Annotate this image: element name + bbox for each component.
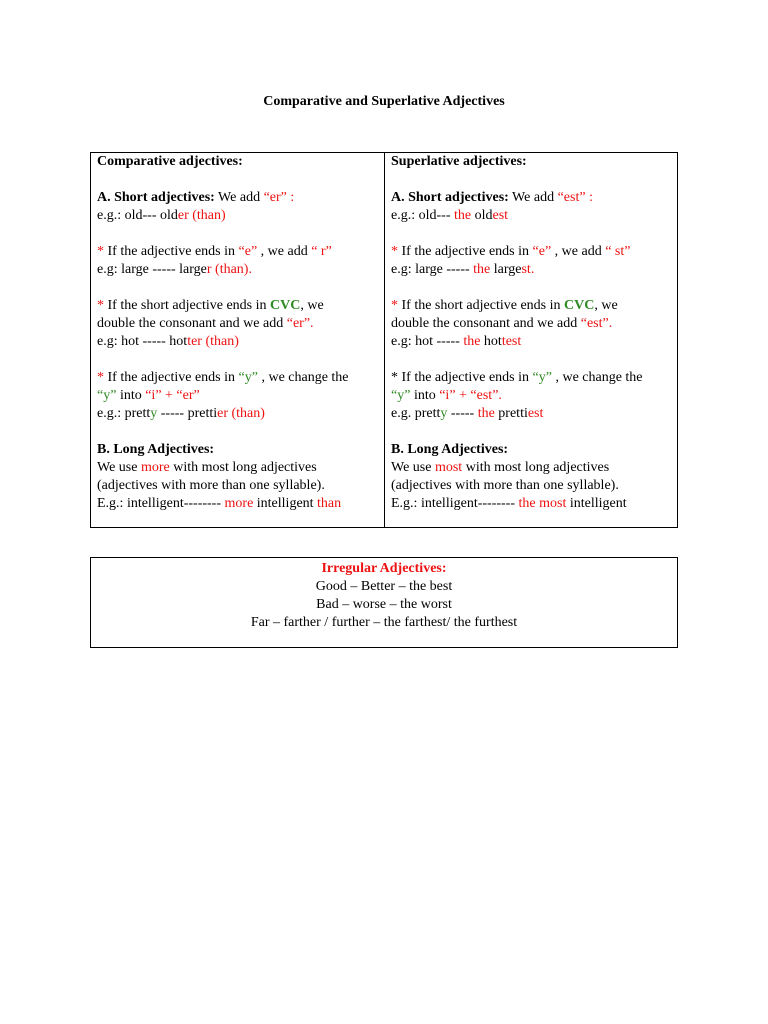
superlative-long-note: (adjectives with more than one syllable). — [391, 478, 619, 493]
comparative-rule-y-2: “y” into “i” + “er” — [97, 388, 200, 403]
comparative-example-4: e.g.: pretty ----- prettier (than) — [97, 406, 265, 421]
comparative-heading: Comparative adjectives: — [97, 154, 243, 169]
superlative-column — [385, 153, 677, 527]
comparative-rule-e: * If the adjective ends in “e” , we add “ r” — [97, 244, 332, 259]
superlative-long-rule: We use most with most long adjectives — [391, 460, 610, 475]
comparative-example-2: e.g: large ----- larger (than). — [97, 262, 252, 277]
adjectives-table — [90, 152, 678, 528]
superlative-example-1: e.g.: old--- the oldest — [391, 208, 509, 223]
comparative-rule-cvc: * If the short adjective ends in CVC, we — [97, 298, 324, 313]
comparative-long-rule: We use more with most long adjectives — [97, 460, 317, 475]
superlative-short-rule: A. Short adjectives: We add “est” : — [391, 190, 593, 205]
superlative-rule-y: * If the adjective ends in “y” , we change the — [391, 370, 643, 385]
superlative-rule-cvc: * If the short adjective ends in CVC, we — [391, 298, 618, 313]
superlative-example-3: e.g: hot ----- the hottest — [391, 334, 522, 349]
irregular-line-good: Good – Better – the best — [315, 579, 453, 594]
irregular-line-bad: Bad – worse – the worst — [316, 597, 452, 612]
superlative-example-4: e.g. pretty ----- the prettiest — [391, 406, 544, 421]
comparative-long-example: E.g.: intelligent-------- more intelligent than — [97, 496, 342, 511]
superlative-rule-cvc-2: double the consonant and we add “est”. — [391, 316, 613, 331]
irregular-title: Irregular Adjectives: — [321, 561, 447, 576]
comparative-example-3: e.g: hot ----- hotter (than) — [97, 334, 239, 349]
superlative-heading: Superlative adjectives: — [391, 154, 527, 169]
irregular-line-far: Far – farther / further – the farthest/ the furthest — [250, 615, 518, 630]
document-title: Comparative and Superlative Adjectives — [263, 94, 505, 109]
comparative-rule-cvc-2: double the consonant and we add “er”. — [97, 316, 314, 331]
superlative-long-example: E.g.: intelligent-------- the most intelligent — [391, 496, 627, 511]
irregular-adjectives-box — [90, 557, 678, 648]
comparative-column — [91, 153, 385, 527]
superlative-example-2: e.g: large ----- the largest. — [391, 262, 535, 277]
comparative-example-1: e.g.: old--- older (than) — [97, 208, 226, 223]
comparative-rule-y: * If the adjective ends in “y” , we change the — [97, 370, 349, 385]
superlative-long-heading: B. Long Adjectives: — [391, 442, 509, 457]
superlative-rule-y-2: “y” into “i” + “est”. — [391, 388, 502, 403]
comparative-long-heading: B. Long Adjectives: — [97, 442, 215, 457]
comparative-long-note: (adjectives with more than one syllable). — [97, 478, 325, 493]
comparative-short-rule: A. Short adjectives: We add “er” : — [97, 190, 295, 205]
superlative-rule-e: * If the adjective ends in “e” , we add “ st” — [391, 244, 631, 259]
